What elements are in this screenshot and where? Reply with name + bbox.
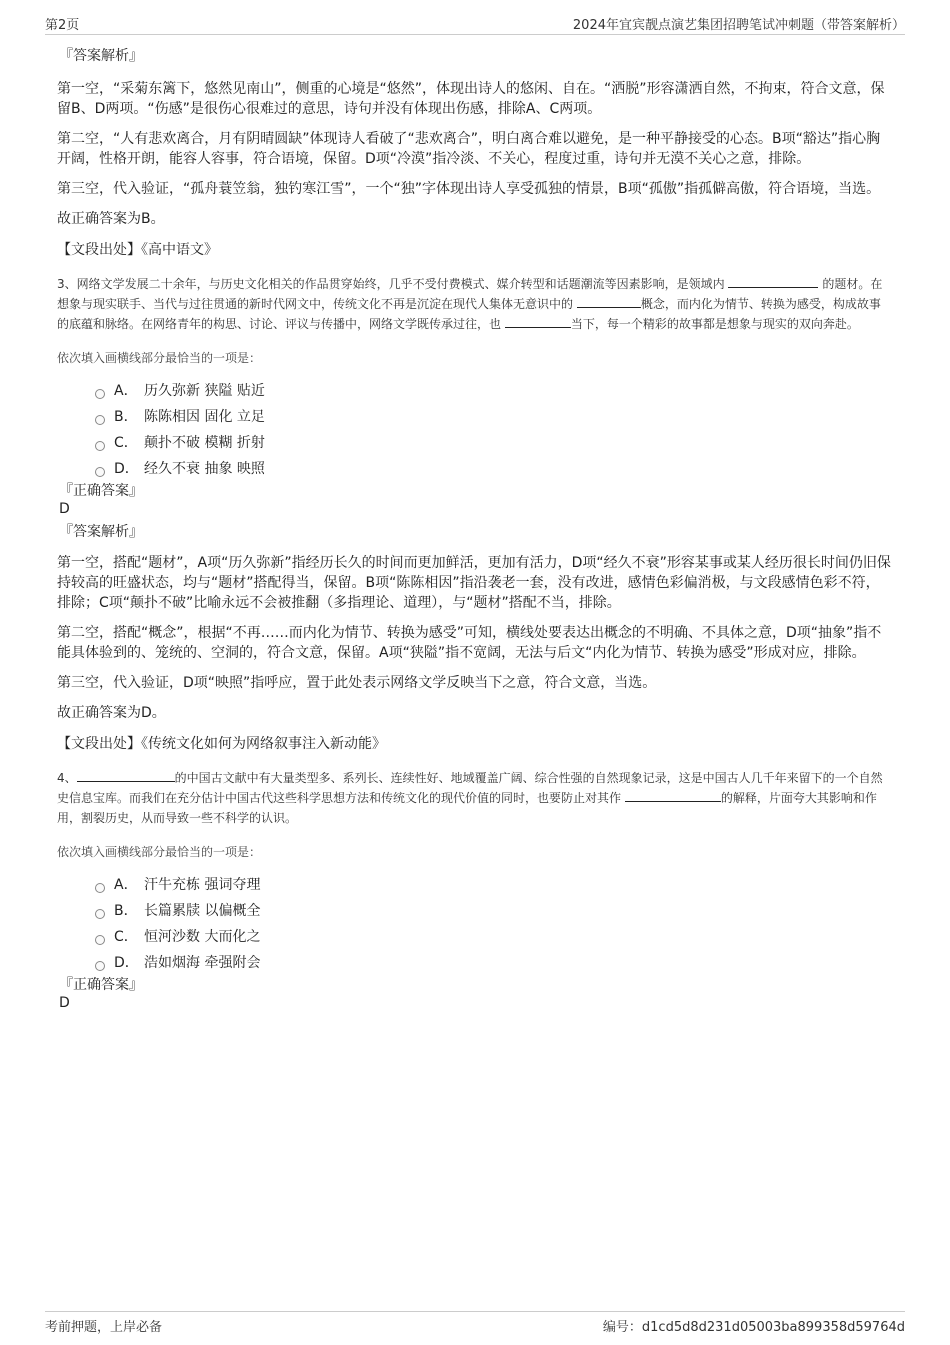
radio-icon[interactable] — [95, 389, 105, 399]
page-header — [45, 14, 905, 35]
correct-answer-label: 『正确答案』 — [59, 977, 143, 993]
document-code: 编号：d1cd5d8d231d05003ba899358d59764d — [602, 1320, 905, 1335]
explain-label: 『答案解析』 — [59, 524, 143, 540]
fill-blank — [728, 275, 818, 288]
explain-paragraph: 第一空，搭配“题材”，A项“历久弥新”指经历长久的时间而更加鲜活，更加有活力，D项“经久不衰”形容某事或某人经历很长时间仍旧保持较高的旺盛状态，均与“题材”搭配得当，保留。B项“陈陈相因”指沿袭老一套，没有改进，感情色彩偏消极，与文段感情色彩不符，排除；C项“颠扑不破”比喻永远不会被推翻（多指理论、道理），与“题材”搭配不当，排除。 — [57, 555, 891, 611]
option-b[interactable]: B． 长篇累牍 以偏概全 — [95, 898, 892, 924]
page-number: 第2页 — [45, 18, 80, 33]
answer-conclusion: 故正确答案为D。 — [57, 705, 166, 721]
options-list — [57, 378, 892, 482]
explain-label: 『答案解析』 — [59, 48, 143, 64]
page-footer — [45, 1311, 905, 1341]
correct-answer: D — [59, 995, 70, 1011]
radio-icon[interactable] — [95, 441, 105, 451]
radio-icon[interactable] — [95, 883, 105, 893]
footer-motto: 考前押题，上岸必备 — [45, 1320, 163, 1335]
explain-paragraph: 第二空，搭配“概念”，根据“不再……而内化为情节、转换为感受”可知，横线处要表达出概念的不明确、不具体之意，D项“抽象”指不能具体验到的、笼统的、空洞的，符合文意，保留。A项“狭隘”指不宽阔，无法与后文“内化为情节、转换为感受”形成对应，排除。 — [57, 625, 882, 661]
radio-icon[interactable] — [95, 909, 105, 919]
option-d[interactable]: D． 浩如烟海 牵强附会 — [95, 950, 892, 976]
radio-icon[interactable] — [95, 935, 105, 945]
document-title: 2024年宜宾靓点演艺集团招聘笔试冲刺题（带答案解析） — [572, 18, 905, 33]
fill-blank — [505, 315, 571, 328]
radio-icon[interactable] — [95, 467, 105, 477]
question-prompt: 依次填入画横线部分最恰当的一项是： — [57, 351, 262, 365]
option-b[interactable]: B． 陈陈相因 固化 立足 — [95, 404, 892, 430]
document-body — [57, 46, 892, 1012]
explain-paragraph: 第三空，代入验证，D项“映照”指呼应，置于此处表示网络文学反映当下之意，符合文意，当选。 — [57, 675, 657, 691]
question-3-stem: 3、网络文学发展二十余年，与历史文化相关的作品贯穿始终，几乎不受付费模式、媒介转型和话题潮流等因素影响，是领域内 的题材。在想象与现实联手、当代与过往贯通的新时代网文中，传统文化不再是沉淀在现代人集体无意识中的 概念，而内化为情节、转换为感受，构成故事的底蕴和脉络。在网络青年的构思、讨论、评议与传播中，网络文学既传承过往，也 当下，每一个精彩的故事都是想象与现实的双向奔赴。 — [57, 277, 883, 331]
correct-answer: D — [59, 501, 70, 517]
answer-conclusion: 故正确答案为B。 — [57, 211, 165, 227]
option-d[interactable]: D． 经久不衰 抽象 映照 — [95, 456, 892, 482]
fill-blank — [625, 789, 721, 802]
option-c[interactable]: C． 颠扑不破 模糊 折射 — [95, 430, 892, 456]
option-a[interactable]: A． 汗牛充栋 强词夺理 — [95, 872, 892, 898]
explain-paragraph: 第二空，“人有悲欢离合，月有阴晴圆缺”体现诗人看破了“悲欢离合”，明白离合难以避免，是一种平静接受的心态。B项“豁达”指心胸开阔，性格开朗，能容人容事，符合语境，保留。D项“冷漠”指冷淡、不关心，程度过重，诗句并无漠不关心之意，排除。 — [57, 131, 881, 167]
question-prompt: 依次填入画横线部分最恰当的一项是： — [57, 845, 262, 859]
question-number: 4、 — [57, 771, 77, 785]
fill-blank — [77, 769, 175, 782]
question-4-stem: 4、 的中国古文献中有大量类型多、系列长、连续性好、地域覆盖广阔、综合性强的自然现象记录，这是中国古人几千年来留下的一个自然史信息宝库。而我们在充分估计中国古代这些科学思想方法和传统文化的现代价值的同时，也要防止对其作 的解释，片面夸大其影响和作用，割裂历史，从而导致一些不科学的认识。 — [57, 771, 883, 825]
option-c[interactable]: C． 恒河沙数 大而化之 — [95, 924, 892, 950]
explain-paragraph: 第三空，代入验证，“孤舟蓑笠翁，独钓寒江雪”，一个“独”字体现出诗人享受孤独的情景，B项“孤傲”指孤僻高傲，符合语境，当选。 — [57, 181, 881, 197]
radio-icon[interactable] — [95, 415, 105, 425]
source-citation: 【文段出处】《传统文化如何为网络叙事注入新动能》 — [57, 736, 386, 752]
fill-blank — [577, 295, 641, 308]
options-list — [57, 872, 892, 976]
question-number: 3、 — [57, 277, 77, 291]
explain-paragraph: 第一空，“采菊东篱下，悠然见南山”，侧重的心境是“悠然”，体现出诗人的悠闲、自在。“洒脱”形容潇洒自然，不拘束，符合文意，保留B、D两项。“伤感”是很伤心很难过的意思，诗句并没有体现出伤感，排除A、C两项。 — [57, 81, 885, 117]
radio-icon[interactable] — [95, 961, 105, 971]
source-citation: 【文段出处】《高中语文》 — [57, 242, 218, 258]
option-a[interactable]: A． 历久弥新 狭隘 贴近 — [95, 378, 892, 404]
correct-answer-label: 『正确答案』 — [59, 483, 143, 499]
